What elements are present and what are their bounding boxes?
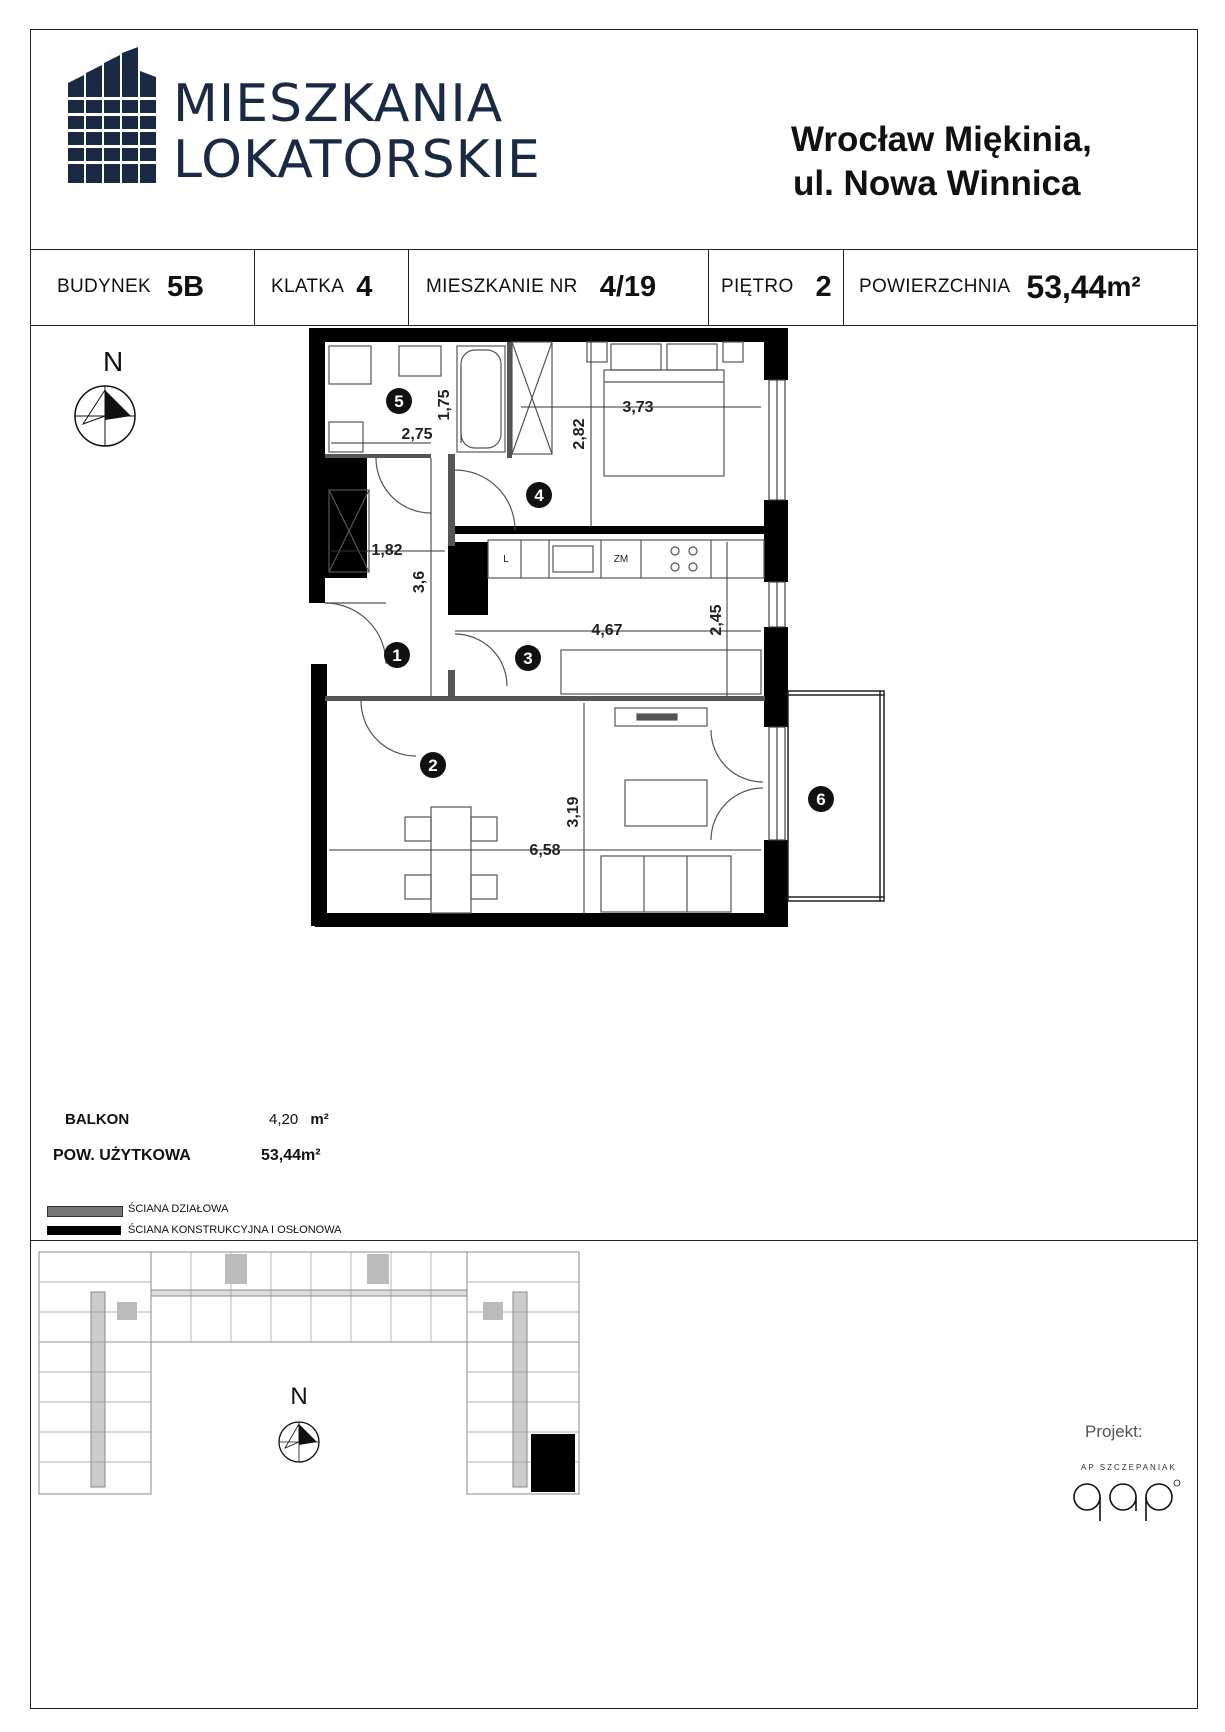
plan-sheet <box>30 29 1198 1709</box>
room-marker-6 <box>808 786 834 812</box>
dimension-label: 2,82 <box>571 418 588 450</box>
dimension-label: 1,75 <box>436 389 453 421</box>
structural-wall-swatch <box>47 1226 121 1235</box>
partition-wall-swatch <box>47 1206 123 1217</box>
divider <box>31 1240 1197 1241</box>
room-number: 5 <box>394 392 404 411</box>
site-compass-icon <box>279 1422 319 1462</box>
dimension-label: 4,67 <box>591 622 623 639</box>
usable-area-label: POW. UŻYTKOWA <box>53 1147 191 1164</box>
room-marker-1 <box>384 642 410 668</box>
project-label: Projekt: <box>1085 1422 1143 1441</box>
balcony-label: BALKON <box>65 1111 130 1128</box>
area-value: 53,44 <box>1026 268 1107 305</box>
structural-wall-label: ŚCIANA KONSTRUKCYJNA I OSŁONOWA <box>128 1224 342 1236</box>
balcony-value <box>269 1111 329 1128</box>
windows <box>769 380 785 840</box>
apartment-label: MIESZKANIE NR <box>426 276 578 297</box>
dimension-label: 3,19 <box>565 796 582 828</box>
washer-label: ZM <box>613 554 629 565</box>
building-label: BUDYNEK <box>57 276 151 297</box>
room-marker-3 <box>515 645 541 671</box>
balcony <box>788 691 884 901</box>
room-number: 2 <box>428 756 438 775</box>
north-label: N <box>103 346 124 377</box>
dimension-label: 2,45 <box>708 604 725 636</box>
apartment-value: 4/19 <box>599 270 657 303</box>
room-marker-4 <box>526 482 552 508</box>
dimension-label: 1,82 <box>371 542 403 559</box>
kitchen-labels <box>503 554 628 565</box>
room-marker-5 <box>386 388 412 414</box>
site-plan <box>31 1242 631 1502</box>
floor-value: 2 <box>815 270 832 303</box>
fridge-label: L <box>503 554 509 565</box>
site-north-label: N <box>290 1383 308 1410</box>
dimension-labels <box>371 389 725 859</box>
dimension-label: 3,73 <box>622 399 654 416</box>
dimension-label: 2,75 <box>401 426 433 443</box>
partition-wall-label: ŚCIANA DZIAŁOWA <box>128 1203 229 1215</box>
area-unit: m² <box>1106 271 1141 302</box>
firm-name: AP SZCZEPANIAK <box>1081 1463 1177 1472</box>
dimension-label: 6,58 <box>529 842 561 859</box>
stairwell-label: KLATKA <box>271 276 345 297</box>
room-number: 3 <box>523 649 533 668</box>
balcony-unit: m² <box>310 1111 329 1128</box>
address-city: Wrocław Miękinia, <box>791 120 1092 159</box>
stairwell-value: 4 <box>356 270 373 303</box>
room-marker-2 <box>420 752 446 778</box>
floor-label: PIĘTRO <box>721 276 794 297</box>
building-value: 5B <box>166 270 205 303</box>
dimension-lines <box>329 342 761 913</box>
brand-line-2: LOKATORSKIE <box>173 130 541 190</box>
firm-logo-icon <box>1071 1477 1181 1527</box>
address-street: ul. Nowa Winnica <box>793 164 1081 203</box>
room-number: 4 <box>534 486 544 505</box>
area-label: POWIERZCHNIA <box>859 276 1011 297</box>
selected-unit-marker <box>531 1434 575 1492</box>
balcony-area: 4,20 <box>269 1111 299 1128</box>
usable-area-value: 53,44m² <box>261 1147 321 1164</box>
dimension-label: 3,6 <box>411 570 428 594</box>
bedroom-furniture <box>587 342 743 476</box>
brand-line-1: MIESZKANIA <box>173 74 504 134</box>
room-number: 6 <box>816 790 826 809</box>
floor-plan <box>31 30 1199 1240</box>
room-number: 1 <box>392 646 402 665</box>
